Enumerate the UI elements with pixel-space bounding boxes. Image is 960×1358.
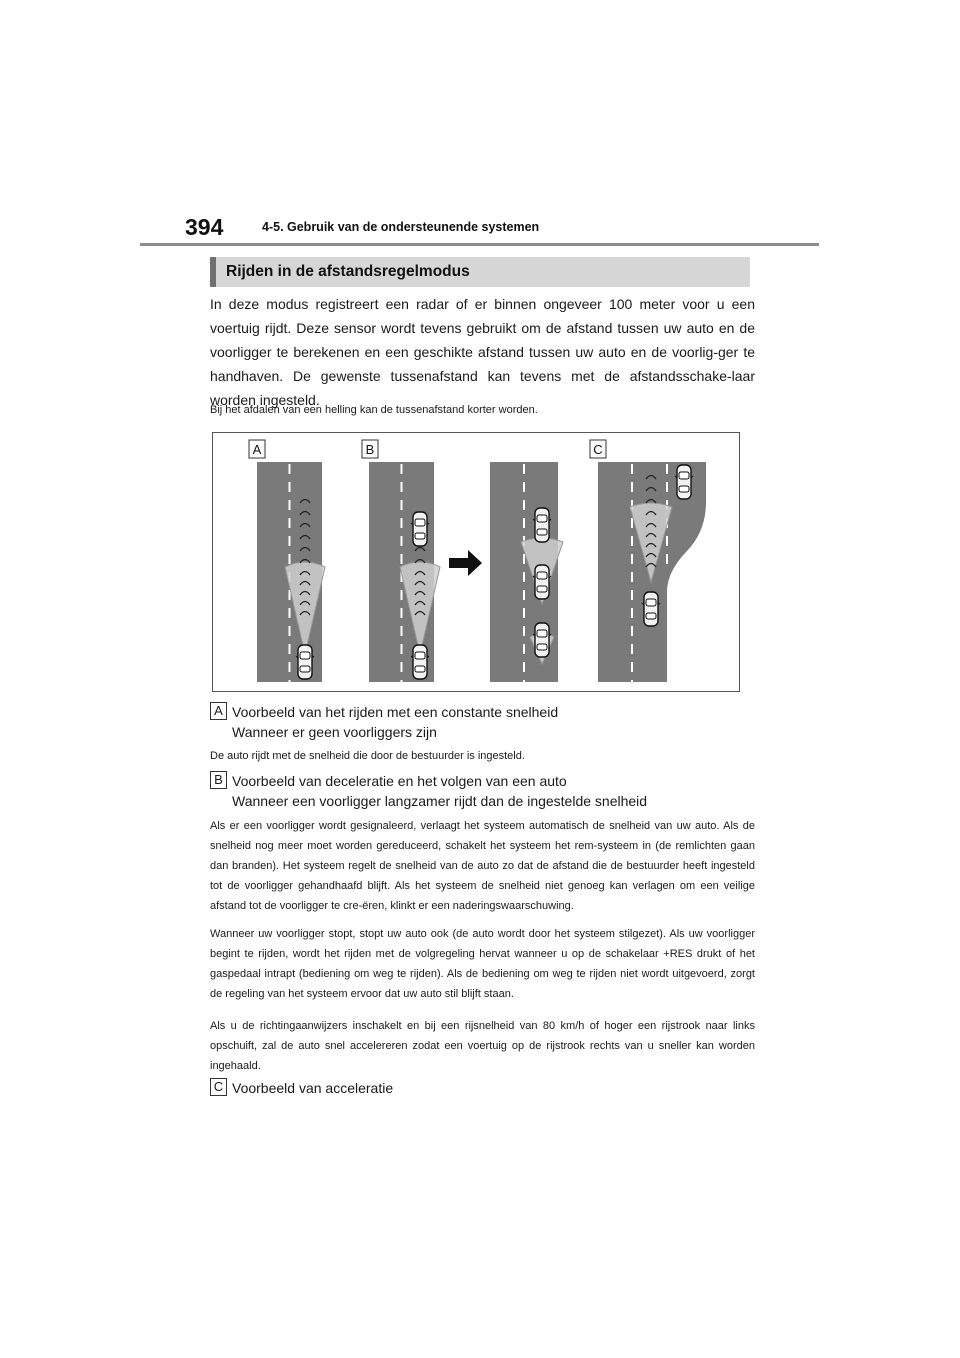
item-a-subtitle: Wanneer er geen voorliggers zijn [232,724,437,740]
label-b [362,440,378,458]
section-heading: Rijden in de afstandsregelmodus [210,257,750,287]
intro-paragraph: In deze modus registreert een radar of er binnen ongeveer 100 meter voor u een voertuig rijdt. Deze sensor wordt tevens gebruikt om de afstand tussen uw auto en de voorligger te berekenen en een geschikte afstand tussen uw auto en de voorlig-ger te handhaven. De gewenste tussenafstand kan tevens met de afstandsschake-laar worden ingesteld. [210,296,755,408]
section-path: 4-5. Gebruik van de ondersteunende systemen [262,220,540,234]
item-c-title: Voorbeeld van acceleratie [232,1080,394,1096]
item-a-paragraph: De auto rijdt met de snelheid die door de bestuurder is ingesteld. [210,750,525,762]
item-b-title: Voorbeeld van deceleratie en het volgen van een auto [232,773,567,789]
road-b-following [490,462,563,682]
item-a-letter: A [210,702,227,720]
label-c [590,440,606,458]
item-b-subtitle: Wanneer een voorligger langzamer rijdt dan de ingestelde snelheid [232,793,648,809]
label-c-text: C [593,442,603,457]
road-b [369,462,440,682]
acc-diagram-svg [212,432,740,692]
label-b-text: B [365,442,375,457]
intro-note: Bij het afdalen van een helling kan de tussenafstand korter worden. [210,404,538,416]
item-c-letter: C [210,1078,227,1096]
item-b-paragraph-2: Wanneer uw voorligger stopt, stopt uw auto ook (de auto wordt door het systeem stilgezet). Als uw voorligger begint te rijden, wordt het rijden met de volgregeling hervat wanneer u op de schakelaar +RES drukt of het gaspedaal intrapt (bediening om weg te rijden). Als de bediening om weg te rijden niet wordt uitgevoerd, zorgt de regeling van het systeem ervoor dat uw auto stil blijft staan. [210,928,755,1000]
label-a-text: A [252,442,262,457]
acc-diagram [212,432,740,692]
road-a [257,462,325,682]
label-a [249,440,265,458]
item-b-letter: B [210,771,227,789]
item-a-title: Voorbeeld van het rijden met een constante snelheid [232,704,559,720]
item-b-paragraph-3: Als u de richtingaanwijzers inschakelt en bij een rijsnelheid van 80 km/h of hoger een rijstrook naar links opschuift, zal de auto snel accelereren zodat een voertuig op de rijstrook rechts van u sneller kan worden ingehaald. [210,1020,755,1072]
header-divider [140,243,819,246]
page-number: 394 [185,214,224,240]
item-b-paragraph-1: Als er een voorligger wordt gesignaleerd, verlaagt het systeem automatisch de snelheid van uw auto. Als de snelheid nog meer moet worden gereduceerd, schakelt het systeem het rem-systeem in (de remlichten gaan dan branden). Het systeem regelt de snelheid van de auto zo dat de afstand die de bestuurder heeft ingesteld tot de voorligger gehandhaafd blijft. Als het systeem de snelheid niet genoeg kan verlagen om een veilige afstand tot de voorligger te cre-ëren, klinkt er een naderingswaarschuwing. [210,820,755,912]
